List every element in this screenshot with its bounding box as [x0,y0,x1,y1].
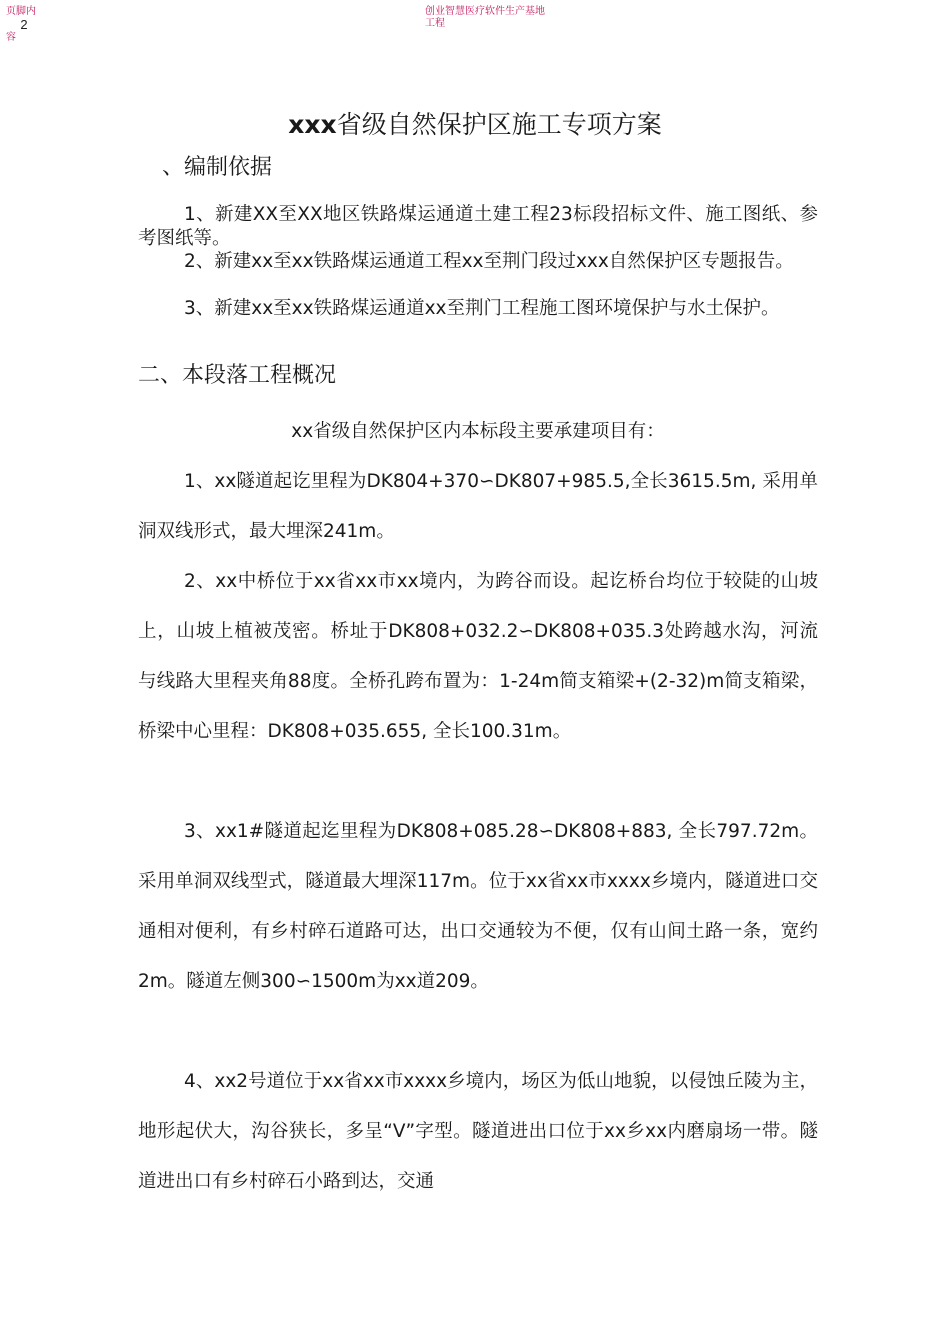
basis-item-1: 1、新建XX至XX地区铁路煤运通道土建工程23标段招标文件、施工图纸、参考图纸等。 [138,204,818,249]
overview-intro: xx省级自然保护区内本标段主要承建项目有： [291,421,665,442]
header-line-1: 创业智慧医疗软件生产基地 [425,6,545,17]
footer-note-top: 页脚内 [6,6,36,17]
basis-item-3: 3、新建xx至xx铁路煤运通道xx至荆门工程施工图环境保护与水土保护。 [184,298,780,319]
section-heading-basis: 、编制依据 [162,155,273,180]
title-prefix: xxx [288,110,337,139]
title-text: 省级自然保护区施工专项方案 [336,110,662,139]
overview-item-2: 2、xx中桥位于xx省xx市xx境内，为跨谷而设。起讫桥台均位于较陡的山坡上，山坡上植被茂密。桥址于DK808+032.2∽DK808+035.3处跨越水沟，河流与线路大里程夹角88度。全桥孔跨布置为：1-24m简支箱梁+(2-32)m简支箱梁，桥梁中心里程：DK808+035.655, 全长100.31m。 [138,571,818,742]
page-footer-note [6,6,46,44]
section-heading-overview: 二、本段落工程概况 [138,363,337,388]
page-header [425,6,565,30]
overview-item-4: 4、xx2号道位于xx省xx市xxxx乡境内，场区为低山地貌，以侵蚀丘陵为主，地形起伏大，沟谷狭长，多呈“V”字型。隧道进出口位于xx乡xx内磨扇场一带。隧道进出口有乡村碎石小路到达，交通 [138,1071,818,1192]
overview-item-3: 3、xx1#隧道起迄里程为DK808+085.28∽DK808+883, 全长797.72m。采用单洞双线型式，隧道最大埋深117m。位于xx省xx市xxxx乡境内，隧道进口交通相对便利，有乡村碎石道路可达，出口交通较为不便，仅有山间土路一条，宽约2m。隧道左侧300∽1500m为xx道209。 [138,821,818,992]
overview-item-1: 1、xx隧道起讫里程为DK804+370∽DK807+985.5,全长3615.5m, 采用单洞双线形式，最大埋深241m。 [138,471,818,542]
document-title [0,108,950,142]
page-number: 2 [20,17,28,32]
header-line-2: 工程 [425,18,445,29]
footer-note-bottom: 容 [6,32,16,43]
basis-item-2: 2、新建xx至xx铁路煤运通道工程xx至荆门段过xxx自然保护区专题报告。 [184,251,794,272]
